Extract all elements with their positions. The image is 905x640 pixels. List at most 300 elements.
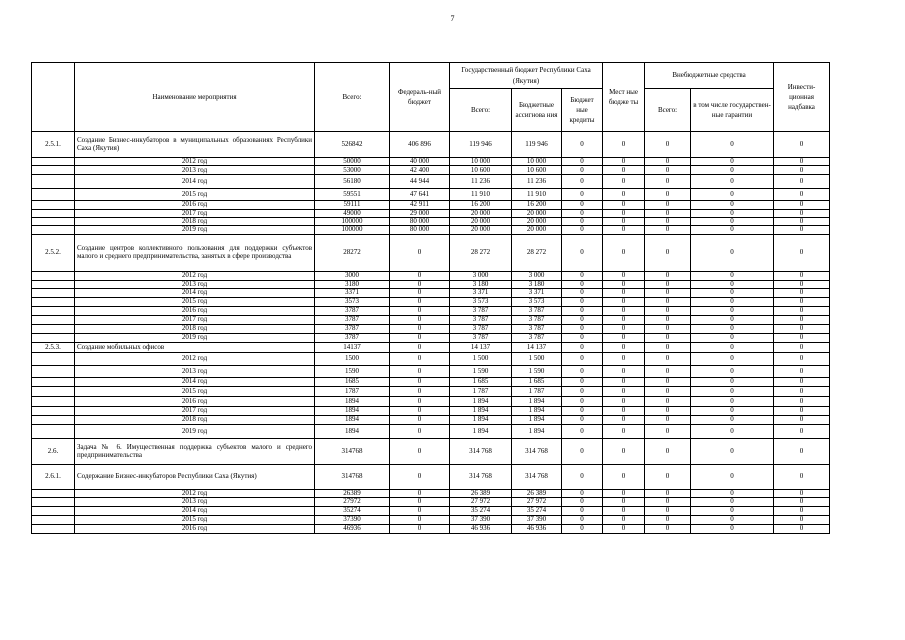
cell-invest: 0 — [774, 271, 830, 280]
header-extrabudget: Внебюджетные средства — [645, 63, 774, 89]
cell-budget-allocations: 1 590 — [512, 366, 562, 378]
cell-invest: 0 — [774, 416, 830, 425]
cell-total: 53000 — [315, 166, 390, 175]
cell-local: 0 — [603, 524, 645, 533]
row-code: 2.6.1. — [32, 465, 75, 490]
budget-table — [31, 62, 830, 534]
row-name: Создание центров коллективного пользования для поддержки субъектов малого и среднего предпринимательства, занятых в сфере производства — [75, 234, 315, 271]
row-name: 2014 год — [75, 175, 315, 189]
cell-invest: 0 — [774, 343, 830, 353]
row-name: 2012 год — [75, 353, 315, 366]
row-code — [32, 226, 75, 234]
cell-budget-allocations: 119 946 — [512, 132, 562, 158]
cell-budget-allocations: 10 600 — [512, 166, 562, 175]
cell-state-total: 3 180 — [450, 280, 512, 288]
cell-budget-allocations: 1 685 — [512, 378, 562, 387]
row-name: 2018 год — [75, 416, 315, 425]
year-row — [32, 397, 830, 407]
row-name: 2018 год — [75, 218, 315, 226]
header-extra-guarantees: в том числе государствен-ные гарантии — [691, 89, 774, 132]
cell-local: 0 — [603, 298, 645, 307]
cell-federal: 0 — [390, 524, 450, 533]
row-code — [32, 334, 75, 343]
cell-local: 0 — [603, 416, 645, 425]
row-code — [32, 506, 75, 515]
cell-state-total: 314 768 — [450, 465, 512, 490]
cell-extra-guarantees: 0 — [691, 387, 774, 397]
row-code — [32, 425, 75, 439]
row-code — [32, 218, 75, 226]
cell-budget-credits: 0 — [562, 289, 603, 298]
row-code: 2.6. — [32, 439, 75, 465]
cell-extra-total: 0 — [645, 343, 691, 353]
table-body — [32, 132, 830, 534]
cell-invest: 0 — [774, 189, 830, 201]
cell-state-total: 20 000 — [450, 218, 512, 226]
cell-budget-allocations: 3 787 — [512, 307, 562, 316]
row-name: Задача № 6. Имущественная поддержка субъектов малого и среднего предпринимательства — [75, 439, 315, 465]
cell-budget-credits: 0 — [562, 506, 603, 515]
cell-local: 0 — [603, 439, 645, 465]
cell-state-total: 35 274 — [450, 506, 512, 515]
cell-extra-guarantees: 0 — [691, 407, 774, 416]
row-code — [32, 201, 75, 209]
cell-extra-guarantees: 0 — [691, 325, 774, 334]
cell-state-total: 3 787 — [450, 316, 512, 325]
cell-invest: 0 — [774, 465, 830, 490]
cell-invest: 0 — [774, 298, 830, 307]
cell-federal: 0 — [390, 343, 450, 353]
cell-budget-allocations: 10 000 — [512, 158, 562, 166]
cell-total: 3787 — [315, 307, 390, 316]
cell-budget-credits: 0 — [562, 397, 603, 407]
cell-state-total: 11 910 — [450, 189, 512, 201]
cell-budget-credits: 0 — [562, 465, 603, 490]
cell-extra-guarantees: 0 — [691, 353, 774, 366]
cell-local: 0 — [603, 343, 645, 353]
cell-local: 0 — [603, 378, 645, 387]
cell-local: 0 — [603, 234, 645, 271]
cell-extra-total: 0 — [645, 515, 691, 524]
row-code — [32, 490, 75, 498]
year-row — [32, 334, 830, 343]
row-name: 2015 год — [75, 298, 315, 307]
cell-budget-allocations: 1 894 — [512, 397, 562, 407]
cell-budget-credits: 0 — [562, 175, 603, 189]
cell-total: 37390 — [315, 515, 390, 524]
row-code — [32, 498, 75, 506]
cell-state-total: 119 946 — [450, 132, 512, 158]
year-row — [32, 307, 830, 316]
year-row — [32, 271, 830, 280]
cell-extra-guarantees: 0 — [691, 506, 774, 515]
cell-state-total: 3 371 — [450, 289, 512, 298]
cell-invest: 0 — [774, 201, 830, 209]
year-row — [32, 524, 830, 533]
row-code: 2.5.1. — [32, 132, 75, 158]
row-name: 2016 год — [75, 397, 315, 407]
cell-invest: 0 — [774, 490, 830, 498]
row-code — [32, 366, 75, 378]
year-row — [32, 387, 830, 397]
cell-budget-allocations: 26 389 — [512, 490, 562, 498]
cell-extra-guarantees: 0 — [691, 166, 774, 175]
cell-extra-guarantees: 0 — [691, 209, 774, 217]
cell-extra-total: 0 — [645, 465, 691, 490]
cell-invest: 0 — [774, 218, 830, 226]
row-name: 2014 год — [75, 506, 315, 515]
row-name: 2016 год — [75, 307, 315, 316]
cell-invest: 0 — [774, 226, 830, 234]
cell-state-total: 1 894 — [450, 416, 512, 425]
cell-extra-total: 0 — [645, 280, 691, 288]
row-name: 2015 год — [75, 189, 315, 201]
cell-state-total: 1 590 — [450, 366, 512, 378]
row-name: 2013 год — [75, 498, 315, 506]
measure-row — [32, 343, 830, 353]
row-name: 2016 год — [75, 524, 315, 533]
cell-extra-guarantees: 0 — [691, 158, 774, 166]
cell-budget-credits: 0 — [562, 316, 603, 325]
cell-extra-total: 0 — [645, 439, 691, 465]
cell-budget-credits: 0 — [562, 201, 603, 209]
cell-local: 0 — [603, 515, 645, 524]
cell-federal: 0 — [390, 387, 450, 397]
cell-federal: 0 — [390, 439, 450, 465]
year-row — [32, 316, 830, 325]
row-code — [32, 378, 75, 387]
cell-local: 0 — [603, 307, 645, 316]
cell-total: 3000 — [315, 271, 390, 280]
cell-local: 0 — [603, 506, 645, 515]
row-name: 2017 год — [75, 209, 315, 217]
row-name: 2013 год — [75, 166, 315, 175]
cell-federal: 0 — [390, 515, 450, 524]
cell-total: 46936 — [315, 524, 390, 533]
year-row — [32, 353, 830, 366]
row-code — [32, 397, 75, 407]
cell-budget-credits: 0 — [562, 226, 603, 234]
cell-budget-allocations: 1 894 — [512, 425, 562, 439]
cell-invest: 0 — [774, 506, 830, 515]
cell-state-total: 11 236 — [450, 175, 512, 189]
cell-local: 0 — [603, 366, 645, 378]
cell-total: 1787 — [315, 387, 390, 397]
cell-state-total: 26 389 — [450, 490, 512, 498]
cell-budget-allocations: 27 972 — [512, 498, 562, 506]
year-row — [32, 506, 830, 515]
cell-total: 50000 — [315, 158, 390, 166]
cell-total: 1590 — [315, 366, 390, 378]
cell-total: 56180 — [315, 175, 390, 189]
cell-extra-guarantees: 0 — [691, 175, 774, 189]
year-row — [32, 515, 830, 524]
cell-extra-total: 0 — [645, 407, 691, 416]
measure-row — [32, 234, 830, 271]
row-name: 2012 год — [75, 158, 315, 166]
cell-extra-guarantees: 0 — [691, 271, 774, 280]
cell-federal: 0 — [390, 407, 450, 416]
row-name: 2019 год — [75, 334, 315, 343]
cell-state-total: 20 000 — [450, 226, 512, 234]
cell-budget-allocations: 3 787 — [512, 334, 562, 343]
row-name: 2018 год — [75, 325, 315, 334]
row-name: Содержание Бизнес-инкубаторов Республики Саха (Якутия) — [75, 465, 315, 490]
cell-total: 100000 — [315, 226, 390, 234]
cell-total: 1894 — [315, 416, 390, 425]
cell-extra-guarantees: 0 — [691, 226, 774, 234]
cell-budget-credits: 0 — [562, 353, 603, 366]
cell-federal: 0 — [390, 298, 450, 307]
row-name: 2017 год — [75, 316, 315, 325]
row-name: 2013 год — [75, 280, 315, 288]
cell-state-total: 27 972 — [450, 498, 512, 506]
cell-budget-credits: 0 — [562, 366, 603, 378]
year-row — [32, 289, 830, 298]
row-name: 2015 год — [75, 387, 315, 397]
row-name: Создание мобильных офисов — [75, 343, 315, 353]
row-code — [32, 316, 75, 325]
header-budget-credits: Бюджет ные кредиты — [562, 89, 603, 132]
row-name: 2019 год — [75, 425, 315, 439]
cell-federal: 29 000 — [390, 209, 450, 217]
row-code — [32, 189, 75, 201]
cell-state-total: 1 894 — [450, 407, 512, 416]
cell-extra-total: 0 — [645, 298, 691, 307]
cell-extra-total: 0 — [645, 289, 691, 298]
cell-invest: 0 — [774, 280, 830, 288]
cell-extra-guarantees: 0 — [691, 416, 774, 425]
cell-local: 0 — [603, 280, 645, 288]
row-name: 2017 год — [75, 407, 315, 416]
cell-total: 526842 — [315, 132, 390, 158]
cell-total: 49000 — [315, 209, 390, 217]
cell-extra-guarantees: 0 — [691, 378, 774, 387]
row-name: 2012 год — [75, 490, 315, 498]
cell-invest: 0 — [774, 515, 830, 524]
cell-federal: 0 — [390, 416, 450, 425]
cell-budget-allocations: 16 200 — [512, 201, 562, 209]
cell-state-total: 10 600 — [450, 166, 512, 175]
cell-local: 0 — [603, 465, 645, 490]
year-row — [32, 416, 830, 425]
cell-budget-allocations: 3 787 — [512, 316, 562, 325]
cell-total: 1500 — [315, 353, 390, 366]
page-number: 7 — [450, 14, 455, 23]
cell-extra-guarantees: 0 — [691, 490, 774, 498]
cell-budget-credits: 0 — [562, 166, 603, 175]
cell-extra-total: 0 — [645, 271, 691, 280]
cell-state-total: 46 936 — [450, 524, 512, 533]
cell-extra-total: 0 — [645, 524, 691, 533]
cell-state-total: 1 500 — [450, 353, 512, 366]
row-code — [32, 325, 75, 334]
cell-extra-guarantees: 0 — [691, 316, 774, 325]
cell-extra-total: 0 — [645, 366, 691, 378]
year-row — [32, 209, 830, 217]
cell-local: 0 — [603, 175, 645, 189]
cell-local: 0 — [603, 353, 645, 366]
table-header — [32, 63, 830, 132]
row-name: 2015 год — [75, 515, 315, 524]
cell-local: 0 — [603, 397, 645, 407]
cell-total: 59551 — [315, 189, 390, 201]
year-row — [32, 201, 830, 209]
cell-invest: 0 — [774, 334, 830, 343]
cell-budget-credits: 0 — [562, 132, 603, 158]
cell-local: 0 — [603, 316, 645, 325]
header-local: Мест ные бюдже ты — [603, 63, 645, 132]
cell-total: 314768 — [315, 439, 390, 465]
row-code — [32, 158, 75, 166]
cell-budget-allocations: 14 137 — [512, 343, 562, 353]
cell-federal: 0 — [390, 465, 450, 490]
cell-extra-total: 0 — [645, 201, 691, 209]
row-code — [32, 387, 75, 397]
cell-federal: 0 — [390, 397, 450, 407]
cell-budget-credits: 0 — [562, 307, 603, 316]
cell-federal: 0 — [390, 234, 450, 271]
cell-extra-guarantees: 0 — [691, 132, 774, 158]
cell-extra-total: 0 — [645, 175, 691, 189]
cell-invest: 0 — [774, 439, 830, 465]
cell-extra-guarantees: 0 — [691, 234, 774, 271]
cell-invest: 0 — [774, 166, 830, 175]
cell-budget-credits: 0 — [562, 343, 603, 353]
cell-total: 100000 — [315, 218, 390, 226]
cell-budget-allocations: 3 573 — [512, 298, 562, 307]
cell-total: 1894 — [315, 425, 390, 439]
cell-budget-allocations: 3 787 — [512, 325, 562, 334]
cell-state-total: 1 894 — [450, 425, 512, 439]
cell-invest: 0 — [774, 307, 830, 316]
cell-extra-total: 0 — [645, 416, 691, 425]
row-code — [32, 407, 75, 416]
cell-state-total: 1 685 — [450, 378, 512, 387]
cell-extra-total: 0 — [645, 226, 691, 234]
cell-invest: 0 — [774, 524, 830, 533]
cell-invest: 0 — [774, 425, 830, 439]
year-row — [32, 158, 830, 166]
row-code — [32, 416, 75, 425]
row-code — [32, 209, 75, 217]
cell-state-total: 314 768 — [450, 439, 512, 465]
cell-local: 0 — [603, 490, 645, 498]
cell-extra-guarantees: 0 — [691, 498, 774, 506]
cell-budget-allocations: 37 390 — [512, 515, 562, 524]
cell-total: 26389 — [315, 490, 390, 498]
row-name: 2019 год — [75, 226, 315, 234]
cell-total: 14137 — [315, 343, 390, 353]
cell-budget-credits: 0 — [562, 439, 603, 465]
cell-extra-guarantees: 0 — [691, 289, 774, 298]
header-name: Наименование мероприятия — [75, 63, 315, 132]
cell-invest: 0 — [774, 289, 830, 298]
cell-budget-credits: 0 — [562, 378, 603, 387]
cell-local: 0 — [603, 201, 645, 209]
cell-extra-total: 0 — [645, 387, 691, 397]
cell-budget-allocations: 1 500 — [512, 353, 562, 366]
cell-federal: 0 — [390, 316, 450, 325]
cell-local: 0 — [603, 325, 645, 334]
header-invest: Инвести-ционная надбавка — [774, 63, 830, 132]
cell-budget-credits: 0 — [562, 498, 603, 506]
cell-extra-total: 0 — [645, 378, 691, 387]
row-name: Создание Бизнес-инкубаторов в муниципальных образованиях Республики Саха (Якутия) — [75, 132, 315, 158]
cell-invest: 0 — [774, 366, 830, 378]
row-code — [32, 307, 75, 316]
cell-federal: 0 — [390, 334, 450, 343]
header-budget-allocations: Бюджетные ассигнова ния — [512, 89, 562, 132]
cell-extra-guarantees: 0 — [691, 343, 774, 353]
cell-total: 3573 — [315, 298, 390, 307]
cell-federal: 0 — [390, 307, 450, 316]
cell-extra-guarantees: 0 — [691, 280, 774, 288]
year-row — [32, 175, 830, 189]
cell-budget-credits: 0 — [562, 490, 603, 498]
cell-federal: 0 — [390, 490, 450, 498]
row-code — [32, 289, 75, 298]
cell-budget-allocations: 11 910 — [512, 189, 562, 201]
cell-local: 0 — [603, 407, 645, 416]
cell-extra-total: 0 — [645, 325, 691, 334]
year-row — [32, 298, 830, 307]
cell-budget-allocations: 35 274 — [512, 506, 562, 515]
cell-extra-guarantees: 0 — [691, 189, 774, 201]
cell-extra-total: 0 — [645, 316, 691, 325]
measure-row — [32, 465, 830, 490]
cell-local: 0 — [603, 387, 645, 397]
header-state-budget: Государственный бюджет Республики Саха (Якутия) — [450, 63, 603, 89]
cell-total: 1685 — [315, 378, 390, 387]
header-federal: Федераль-ный бюджет — [390, 63, 450, 132]
cell-budget-credits: 0 — [562, 387, 603, 397]
cell-total: 3787 — [315, 334, 390, 343]
cell-budget-allocations: 28 272 — [512, 234, 562, 271]
cell-total: 35274 — [315, 506, 390, 515]
row-name: 2014 год — [75, 378, 315, 387]
cell-extra-guarantees: 0 — [691, 334, 774, 343]
row-code — [32, 298, 75, 307]
row-code — [32, 524, 75, 533]
cell-local: 0 — [603, 498, 645, 506]
cell-invest: 0 — [774, 498, 830, 506]
cell-state-total: 37 390 — [450, 515, 512, 524]
year-row — [32, 189, 830, 201]
cell-budget-credits: 0 — [562, 334, 603, 343]
cell-extra-total: 0 — [645, 132, 691, 158]
row-name: 2016 год — [75, 201, 315, 209]
cell-state-total: 3 787 — [450, 307, 512, 316]
cell-federal: 0 — [390, 506, 450, 515]
cell-total: 3787 — [315, 325, 390, 334]
cell-extra-total: 0 — [645, 490, 691, 498]
cell-state-total: 3 787 — [450, 334, 512, 343]
measure-row — [32, 439, 830, 465]
cell-extra-guarantees: 0 — [691, 201, 774, 209]
cell-budget-credits: 0 — [562, 524, 603, 533]
cell-federal: 47 641 — [390, 189, 450, 201]
cell-total: 1894 — [315, 397, 390, 407]
cell-extra-guarantees: 0 — [691, 298, 774, 307]
year-row — [32, 218, 830, 226]
cell-state-total: 28 272 — [450, 234, 512, 271]
year-row — [32, 378, 830, 387]
cell-total: 1894 — [315, 407, 390, 416]
cell-budget-credits: 0 — [562, 218, 603, 226]
cell-local: 0 — [603, 271, 645, 280]
measure-row — [32, 132, 830, 158]
